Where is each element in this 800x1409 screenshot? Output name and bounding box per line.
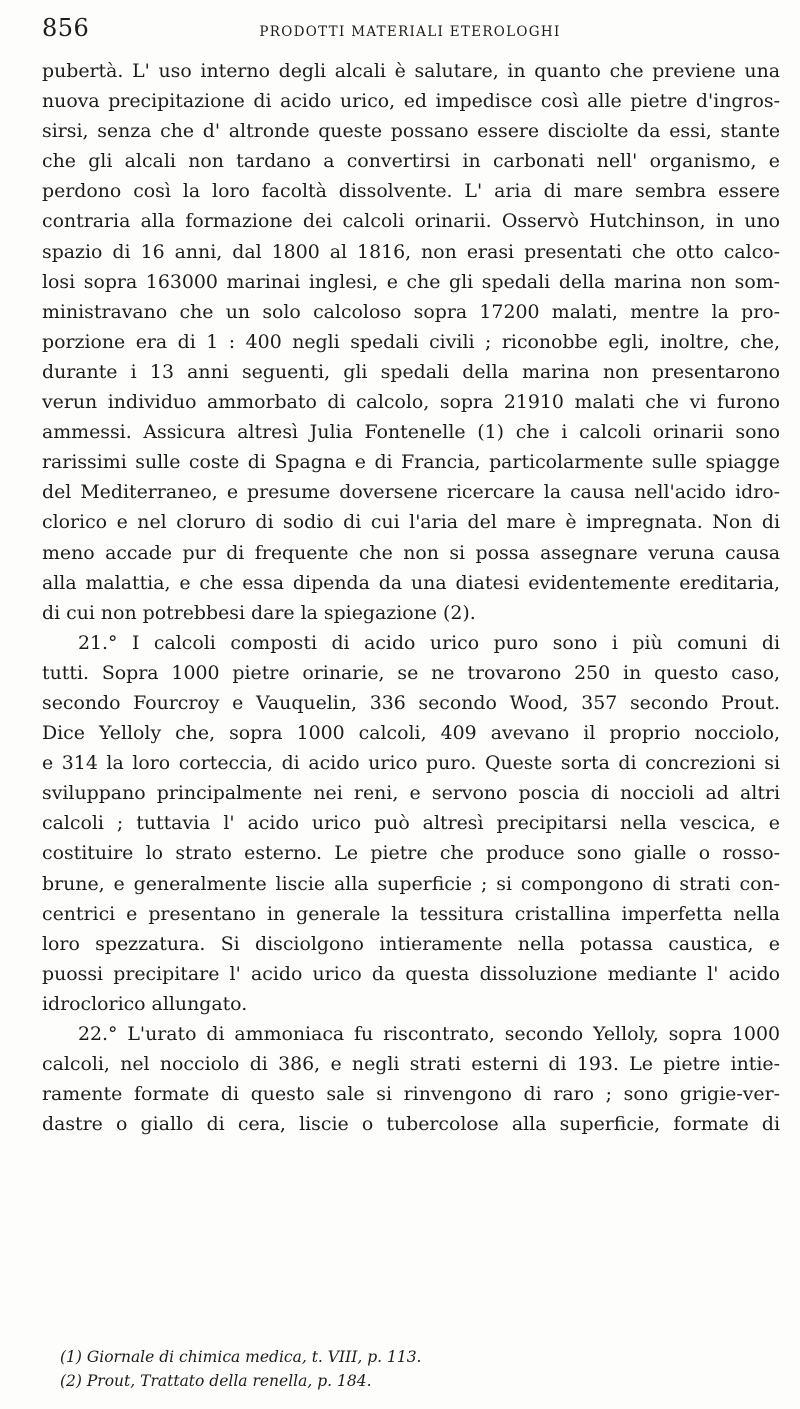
text-line: losi sopra 163000 marinai inglesi, e che gli spedali della marina non som-: [42, 270, 780, 293]
section-22-start: 22.° L'urato di ammoniaca fu riscontrato, secondo Yelloly, sopra 1000: [78, 1023, 780, 1045]
text-line: idroclorico allungato.: [42, 992, 248, 1015]
text-line: costituire lo strato esterno. Le pietre che produce sono gialle o rosso-: [42, 842, 780, 865]
text-line: nuova precipitazione di acido urico, ed impedisce così alle pietre d'ingros-: [42, 90, 780, 113]
footnote-2: (2) Prout, Trattato della renella, p. 184.: [60, 1372, 372, 1390]
text-line: loro spezzatura. Si disciolgono intieramente nella potassa caustica, e: [42, 932, 780, 955]
section-21-start: 21.° I calcoli composti di acido urico puro sono i più comuni di: [78, 631, 780, 654]
text-line: del Mediterraneo, e presume doversene ricercare la causa nell'acido idro-: [42, 481, 780, 504]
text-line: rarissimi sulle coste di Spagna e di Francia, particolarmente sulle spiagge: [42, 451, 780, 474]
text-line: ammessi. Assicura altresì Julia Fontenelle (1) che i calcoli orinarii sono: [42, 421, 780, 444]
text-line: durante i 13 anni seguenti, gli spedali della marina non presentarono: [42, 360, 780, 383]
text-line: sviluppano principalmente nei reni, e servono poscia di noccioli ad altri: [42, 782, 780, 805]
text-line: secondo Fourcroy e Vauquelin, 336 secondo Wood, 357 secondo Prout.: [42, 691, 780, 714]
text-line: contraria alla formazione dei calcoli orinarii. Osservò Hutchinson, in uno: [42, 210, 780, 233]
text-line: perdono così la loro facoltà dissolvente. L' aria di mare sembra essere: [42, 180, 780, 203]
text-line: ramente formate di questo sale si rinvengono di raro ; sono grigie-ver-: [42, 1083, 780, 1106]
text-line: e 314 la loro corteccia, di acido urico puro. Queste sorta di concrezioni si: [42, 752, 780, 775]
text-line: porzione era di 1 : 400 negli spedali civili ; riconobbe egli, inoltre, che,: [42, 330, 780, 353]
footnote-1: (1) Giornale di chimica medica, t. VIII, p. 113.: [60, 1348, 422, 1366]
text-line: che gli alcali non tardano a convertirsi in carbonati nell' organismo, e: [42, 150, 780, 173]
text-line: verun individuo ammorbato di calcolo, sopra 21910 malati che vi furono: [42, 391, 780, 414]
text-line: tutti. Sopra 1000 pietre orinarie, se ne trovarono 250 in questo caso,: [42, 661, 780, 684]
body-text: [42, 56, 780, 1139]
text-line: di cui non potrebbesi dare la spiegazione (2).: [42, 601, 476, 624]
text-line: spazio di 16 anni, dal 1800 al 1816, non erasi presentati che otto calco-: [42, 240, 780, 263]
footnotes: [60, 1345, 780, 1393]
text-line: Dice Yelloly che, sopra 1000 calcoli, 409 avevano il proprio nocciolo,: [42, 722, 780, 745]
text-line: sirsi, senza che d' altronde queste possano essere disciolte da essi, stante: [42, 120, 780, 143]
text-line: clorico e nel cloruro di sodio di cui l'aria del mare è impregnata. Non di: [42, 511, 780, 534]
text-line: ministravano che un solo calcoloso sopra 17200 malati, mentre la pro-: [42, 300, 780, 323]
running-head: PRODOTTI MATERIALI ETEROLOGHI: [259, 24, 561, 40]
page-number: 856: [42, 14, 90, 42]
text-line: dastre o giallo di cera, liscie o tubercolose alla superficie, formate di: [42, 1113, 780, 1136]
text-line: alla malattia, e che essa dipenda da una diatesi evidentemente ereditaria,: [42, 571, 780, 594]
text-line: calcoli ; tuttavia l' acido urico può altresì precipitarsi nella vescica, e: [42, 812, 780, 835]
text-line: calcoli, nel nocciolo di 386, e negli strati esterni di 193. Le pietre intie-: [42, 1053, 780, 1076]
text-line: pubertà. L' uso interno degli alcali è salutare, in quanto che previene una: [42, 60, 780, 82]
page-header: [42, 0, 778, 60]
text-line: puossi precipitare l' acido urico da questa dissoluzione mediante l' acido: [42, 962, 780, 985]
text-line: meno accade pur di frequente che non si possa assegnare veruna causa: [42, 541, 780, 564]
text-line: centrici e presentano in generale la tessitura cristallina imperfetta nella: [42, 902, 780, 925]
text-line: brune, e generalmente liscie alla superficie ; si compongono di strati con-: [42, 872, 780, 895]
